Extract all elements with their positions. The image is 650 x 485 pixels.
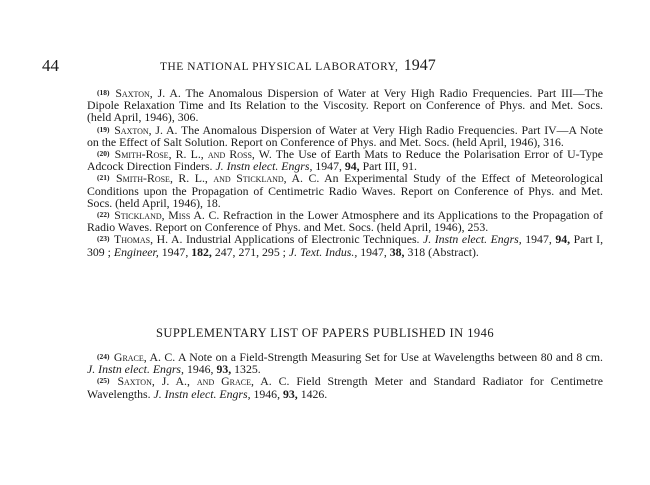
reference-item-18 xyxy=(87,87,603,124)
header-year: 1947 xyxy=(403,57,436,74)
reference-number: (18) xyxy=(97,88,110,97)
reference-journal: J. Text. Indus., xyxy=(288,244,358,259)
supplementary-reference-list xyxy=(87,351,603,400)
reference-volume: 94, xyxy=(555,232,571,247)
reference-text: An Experimental Study of the Effect of Meteorological Conditions upon the Propagation of Centimetric Radio Waves. Report on Conference of Phys. and Met. Socs. (held April, 1946), 18. xyxy=(87,171,604,210)
reference-item-19 xyxy=(87,124,603,148)
reference-volume: 38, xyxy=(389,244,405,259)
reference-author: Stickland, Miss A. C. xyxy=(114,208,220,223)
reference-year: 1947, xyxy=(360,244,387,259)
reference-year: 1947, xyxy=(315,159,342,174)
reference-year: 1946, xyxy=(253,386,281,401)
reference-pages: 1426. xyxy=(300,386,328,401)
reference-text: Industrial Applications of Electronic Techniques. xyxy=(185,232,420,247)
reference-pages: 318 (Abstract). xyxy=(407,244,479,259)
reference-list xyxy=(87,87,603,258)
reference-text: Field Strength Meter and Standard Radiator for Centimetre Wavelengths. xyxy=(87,374,604,401)
reference-journal: J. Instn elect. Engrs, xyxy=(153,386,251,401)
reference-text: Refraction in the Lower Atmosphere and its Applications to the Propagation of Radio Waves. Report on Conference of Phys. and Met. Socs. (held April, 1946), 253. xyxy=(87,208,603,235)
reference-number: (25) xyxy=(97,376,110,386)
page-number: 44 xyxy=(42,56,59,75)
reference-number: (20) xyxy=(97,149,110,159)
reference-number: (23) xyxy=(97,234,110,244)
reference-text: A Note on a Field-Strength Measuring Set for Use at Wavelengths between 80 and 8 cm. xyxy=(177,350,604,364)
reference-pages: Part I, 309 ; xyxy=(87,232,604,259)
running-header xyxy=(42,56,562,76)
reference-author: Saxton, J. A. xyxy=(115,86,181,100)
reference-author: Saxton, J. A., and Grace, A. C. xyxy=(117,374,290,389)
reference-author: Saxton, J. A. xyxy=(114,122,178,137)
reference-number: (19) xyxy=(97,124,110,134)
reference-item-23 xyxy=(87,233,603,257)
reference-text: The Use of Earth Mats to Reduce the Polarisation Error of U-Type Adcock Direction Finders. xyxy=(87,147,603,174)
reference-item-25 xyxy=(87,375,603,399)
reference-number: (24) xyxy=(97,352,110,361)
reference-volume: 182, xyxy=(191,244,212,259)
header-title xyxy=(160,58,436,75)
reference-journal: J. Instn elect. Engrs, xyxy=(423,232,522,247)
reference-author: Thomas, H. A. xyxy=(114,232,183,247)
reference-year: 1946, xyxy=(186,362,214,377)
header-title-text: THE NATIONAL PHYSICAL LABORATORY, xyxy=(160,61,399,73)
reference-volume: 93, xyxy=(282,386,298,401)
reference-year: 1947, xyxy=(525,232,552,247)
reference-number: (22) xyxy=(97,210,110,220)
reference-item-24 xyxy=(87,351,603,375)
reference-text: The Anomalous Dispersion of Water at Very High Radio Frequencies. Part IV—A Note on the Effect of Salt Solution. Report on Conference of Phys. and Met. Socs. (held April, 1946), 316. xyxy=(87,122,603,149)
reference-pages: 247, 271, 295 ; xyxy=(214,244,286,259)
reference-year: 1947, xyxy=(161,244,189,259)
reference-volume: 94, xyxy=(344,159,360,174)
reference-journal: Engineer, xyxy=(113,244,159,259)
reference-item-20 xyxy=(87,148,603,172)
reference-text: The Anomalous Dispersion of Water at Very High Radio Frequencies. Part III—The Dipole Relaxation Time and Its Relation to the Viscosity. Report on Conference of Phys. and Met. Socs. (held April, 1946), 306. xyxy=(87,86,603,125)
reference-volume: 93, xyxy=(216,362,232,377)
reference-author: Grace, A. C. xyxy=(113,350,176,364)
reference-journal: J. Instn elect. Engrs, xyxy=(215,159,313,174)
reference-number: (21) xyxy=(97,173,110,183)
section-heading: SUPPLEMENTARY LIST OF PAPERS PUBLISHED IN 1946 xyxy=(155,326,495,340)
reference-item-22 xyxy=(87,209,603,233)
reference-pages: Part III, 91. xyxy=(362,159,417,174)
reference-journal: J. Instn elect. Engrs, xyxy=(87,362,184,377)
reference-author: Smith-Rose, R. L., and Ross, W. xyxy=(114,147,272,162)
reference-pages: 1325. xyxy=(234,362,261,377)
reference-item-21 xyxy=(87,172,603,209)
reference-author: Smith-Rose, R. L., and Stickland, A. C. xyxy=(116,171,320,186)
